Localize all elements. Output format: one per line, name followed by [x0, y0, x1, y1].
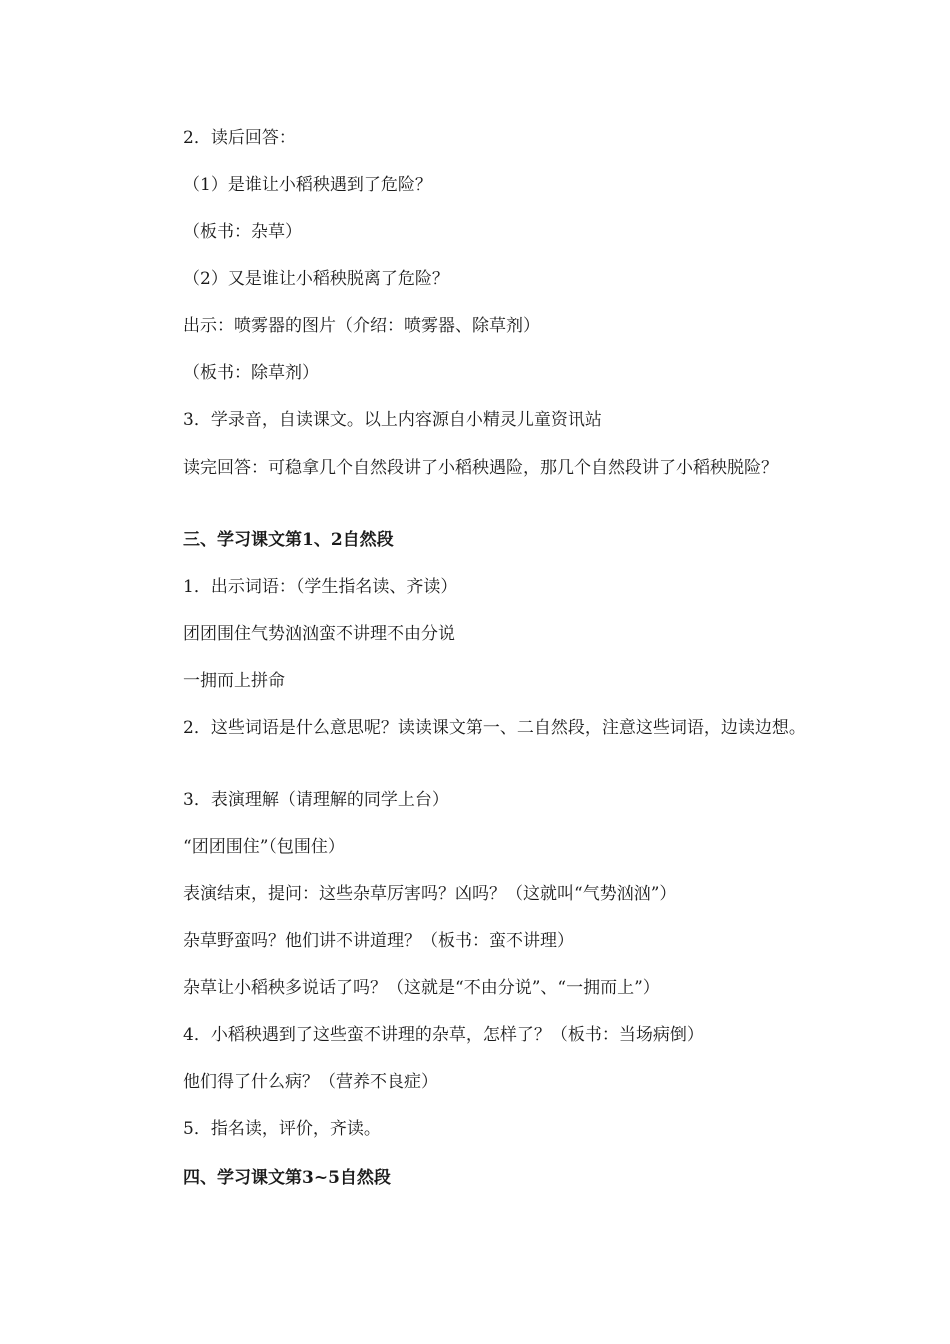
- paragraph-8: 读完回答：可稳拿几个自然段讲了小稻秧遇险，那几个自然段讲了小稻秧脱险？: [183, 458, 778, 478]
- paragraph-17: 杂草让小稻秧多说话了吗？（这就是“不由分说”、“一拥而上”）: [183, 978, 660, 998]
- paragraph-19: 他们得了什么病？（营养不良症）: [183, 1072, 438, 1092]
- paragraph-20: 5．指名读，评价，齐读。: [183, 1119, 381, 1139]
- paragraph-6: （板书：除草剂）: [183, 363, 319, 383]
- paragraph-7: 3．学录音，自读课文。以上内容源自小精灵儿童资讯站: [183, 410, 602, 430]
- paragraph-5: 出示：喷雾器的图片（介绍：喷雾器、除草剂）: [183, 316, 540, 336]
- section-heading-3: 三、学习课文第1、2自然段: [183, 530, 394, 550]
- paragraph-1: 2．读后回答：: [183, 128, 296, 148]
- section-heading-4: 四、学习课文第3~5自然段: [183, 1168, 391, 1188]
- paragraph-16: 杂草野蛮吗？他们讲不讲道理？（板书：蛮不讲理）: [183, 931, 574, 951]
- paragraph-4: （2）又是谁让小稻秧脱离了危险？: [183, 269, 449, 289]
- paragraph-3: （板书：杂草）: [183, 222, 302, 242]
- paragraph-14: “团团围住”（包围住）: [183, 837, 345, 857]
- paragraph-18: 4．小稻秧遇到了这些蛮不讲理的杂草，怎样了？（板书：当场病倒）: [183, 1025, 704, 1045]
- paragraph-12: 2．这些词语是什么意思呢？读读课文第一、二自然段，注意这些词语，边读边想。: [183, 718, 806, 738]
- paragraph-11: 一拥而上拼命: [183, 671, 285, 691]
- paragraph-2: （1）是谁让小稻秧遇到了危险？: [183, 175, 432, 195]
- paragraph-13: 3．表演理解（请理解的同学上台）: [183, 790, 449, 810]
- paragraph-10: 团团围住气势汹汹蛮不讲理不由分说: [183, 624, 455, 644]
- paragraph-9: 1．出示词语：（学生指名读、齐读）: [183, 577, 458, 597]
- paragraph-15: 表演结束，提问：这些杂草厉害吗？凶吗？（这就叫“气势汹汹”）: [183, 884, 677, 904]
